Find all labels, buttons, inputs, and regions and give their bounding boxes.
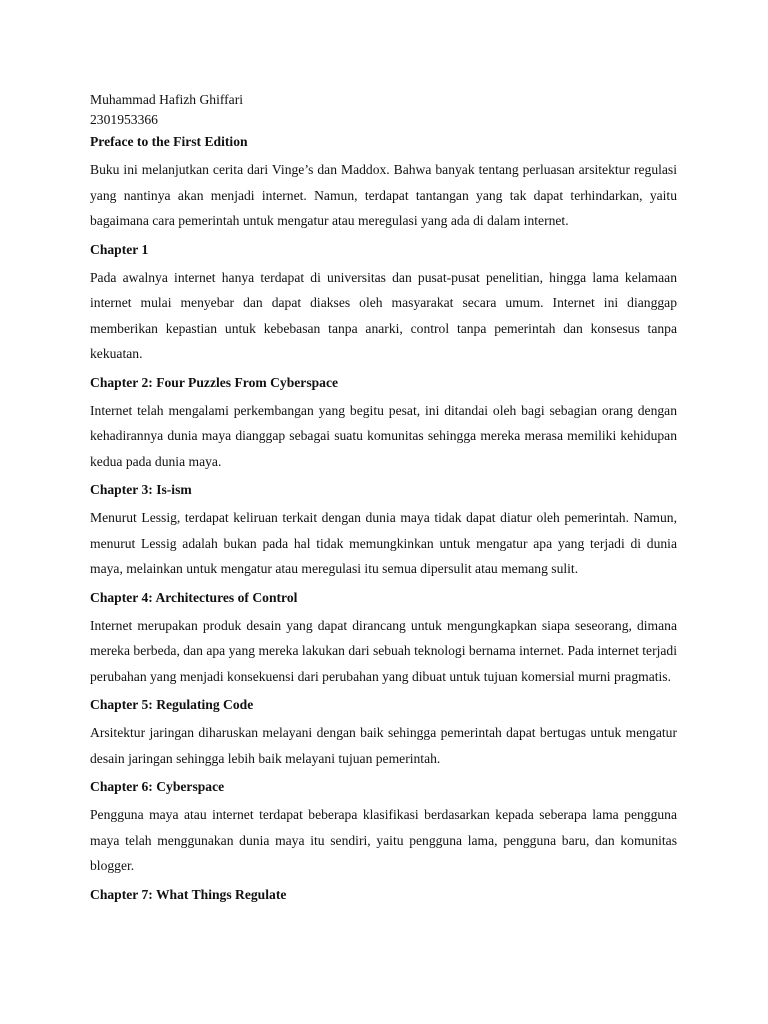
section-heading-chapter-4: Chapter 4: Architectures of Control [90, 589, 298, 605]
section-heading-chapter-1: Chapter 1 [90, 241, 149, 257]
section-heading-chapter-2: Chapter 2: Four Puzzles From Cyberspace [90, 374, 339, 390]
section-body-chapter-4: Internet merupakan produk desain yang dapat dirancang untuk mengungkapkan siapa seseorang, dimana mereka berbeda, dan apa yang mereka lakukan dari sebuah teknologi bernama internet. Pada internet terjadi perubahan yang menjadi konsekuensi dari perubahan yang dibuat untuk tujuan komersial murni pragmatis. [90, 617, 677, 684]
section-body-chapter-6: Pengguna maya atau internet terdapat beberapa klasifikasi berdasarkan kepada seberapa lama pengguna maya telah menggunakan dunia maya itu sendiri, yaitu pengguna lama, pengguna baru, dan komunitas blogger. [90, 807, 677, 873]
section-heading-chapter-6: Chapter 6: Cyberspace [90, 779, 225, 794]
section-heading-chapter-5: Chapter 5: Regulating Code [90, 697, 254, 712]
section-body-chapter-3: Menurut Lessig, terdapat keliruan terkait dengan dunia maya tidak dapat diatur oleh pemerintah. Namun, menurut Lessig adalah bukan pada hal tidak memungkinkan untuk mengatur apa yang terjadi di dunia maya, melainkan untuk mengatur atau meregulasi itu semua dipersulit atau memang sulit. [90, 510, 677, 576]
section-heading-chapter-7: Chapter 7: What Things Regulate [90, 886, 287, 902]
section-heading-chapter-3: Chapter 3: Is-ism [90, 482, 192, 497]
section-body-chapter-1: Pada awalnya internet hanya terdapat di universitas dan pusat-pusat penelitian, hingga lama kelamaan internet mulai menyebar dan dapat diakses oleh masyarakat secara umum. Internet ini dianggap memberikan kepastian untuk kebebasan tanpa anarki, control tanpa pemerintah dan konsesus tanpa kekuatan. [90, 269, 677, 361]
section-body-chapter-2: Internet telah mengalami perkembangan yang begitu pesat, ini ditandai oleh bagi sebagian orang dengan kehadirannya dunia maya dianggap sebagai suatu komunitas sehingga mereka merasa memiliki kehidupan kedua pada dunia maya. [90, 402, 677, 469]
section-body-chapter-5: Arsitektur jaringan diharuskan melayani dengan baik sehingga pemerintah dapat bertugas untuk mengatur desain jaringan sehingga lebih baik melayani tujuan pemerintah. [90, 725, 677, 766]
document-page [90, 90, 677, 905]
section-body-preface: Buku ini melanjutkan cerita dari Vinge’s dan Maddox. Bahwa banyak tentang perluasan arsitektur regulasi yang nantinya akan menjadi internet. Namun, terdapat tantangan yang tak dapat terhindarkan, yaitu bagaimana cara pemerintah untuk mengatur atau meregulasi yang ada di dalam internet. [90, 162, 677, 228]
author-name: Muhammad Hafizh Ghiffari [90, 92, 244, 107]
student-id: 2301953366 [90, 112, 158, 127]
section-heading-preface: Preface to the First Edition [90, 134, 248, 149]
